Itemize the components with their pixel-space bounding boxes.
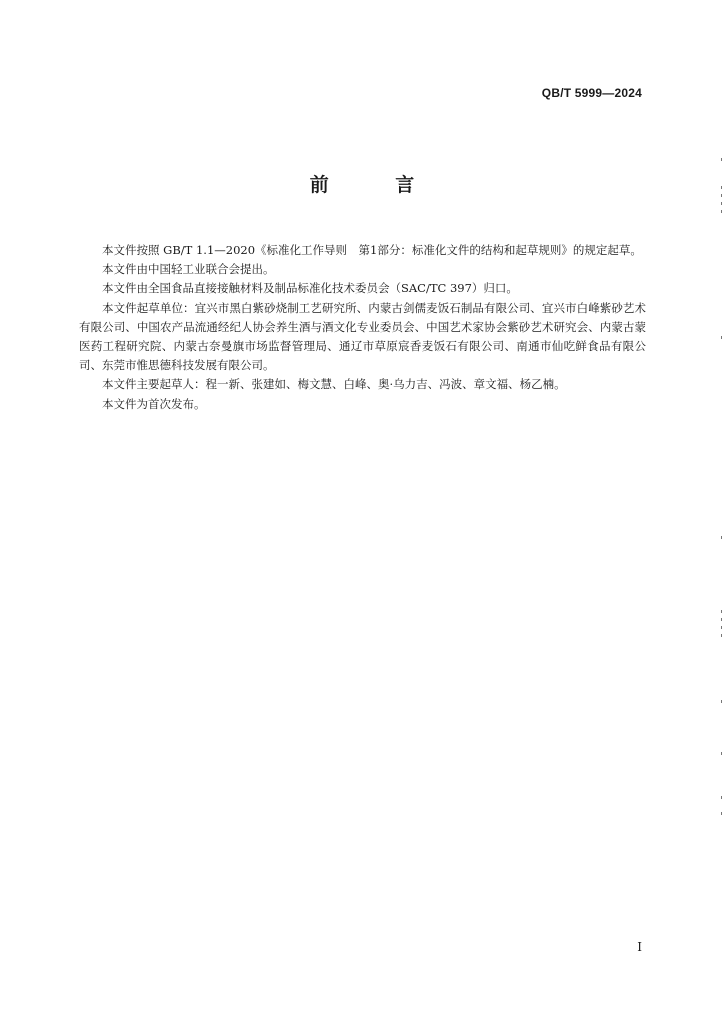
- edge-dot: [721, 796, 722, 799]
- edge-dot: [721, 210, 722, 213]
- standard-code: QB/T 5999—2024: [541, 86, 642, 100]
- edge-dot: [721, 194, 722, 197]
- edge-dot: [721, 812, 722, 815]
- edge-dot: [721, 634, 722, 637]
- page-title: 前 言: [309, 174, 445, 196]
- edge-dot: [721, 618, 722, 621]
- edge-dot: [721, 536, 722, 539]
- edge-dot: [721, 610, 722, 613]
- edge-dot: [721, 202, 722, 205]
- paragraph-drafting-units: 本文件起草单位：宜兴市黑白紫砂烧制工艺研究所、内蒙古剑儒麦饭石制品有限公司、宜兴市白峰紫砂艺术有限公司、中国农产品流通经纪人协会养生酒与酒文化专业委员会、中国艺术家协会紫砂艺术研究会、内蒙古蒙医药工程研究院、内蒙古奈曼旗市场监督管理局、通辽市草原宸香麦饭石有限公司、南通市仙吃鲜食品有限公司、东莞市惟思德科技发展有限公司。: [79, 300, 646, 373]
- edge-dot: [721, 158, 722, 161]
- foreword-body: [79, 241, 646, 414]
- page-number: I: [637, 940, 642, 954]
- edge-dot: [721, 186, 722, 189]
- paragraph-drafting-rules: 本文件按照 GB/T 1.1—2020《标准化工作导则 第1部分：标准化文件的结构和起草规则》的规定起草。: [102, 243, 642, 257]
- paragraph-main-drafters: 本文件主要起草人：程一新、张建如、梅文慧、白峰、奥·乌力吉、冯波、章文福、杨乙楠。: [102, 377, 566, 392]
- edge-dot: [721, 752, 722, 755]
- paragraph-proposed-by: 本文件由中国轻工业联合会提出。: [102, 262, 275, 277]
- edge-dot: [721, 700, 722, 703]
- edge-dot: [721, 336, 722, 339]
- binding-edge-marks: [719, 0, 722, 1024]
- paragraph-administered-by: 本文件由全国食品直接接触材料及制品标准化技术委员会（SAC/TC 397）归口。: [102, 281, 518, 296]
- paragraph-first-release: 本文件为首次发布。: [102, 396, 206, 411]
- edge-dot: [721, 626, 722, 629]
